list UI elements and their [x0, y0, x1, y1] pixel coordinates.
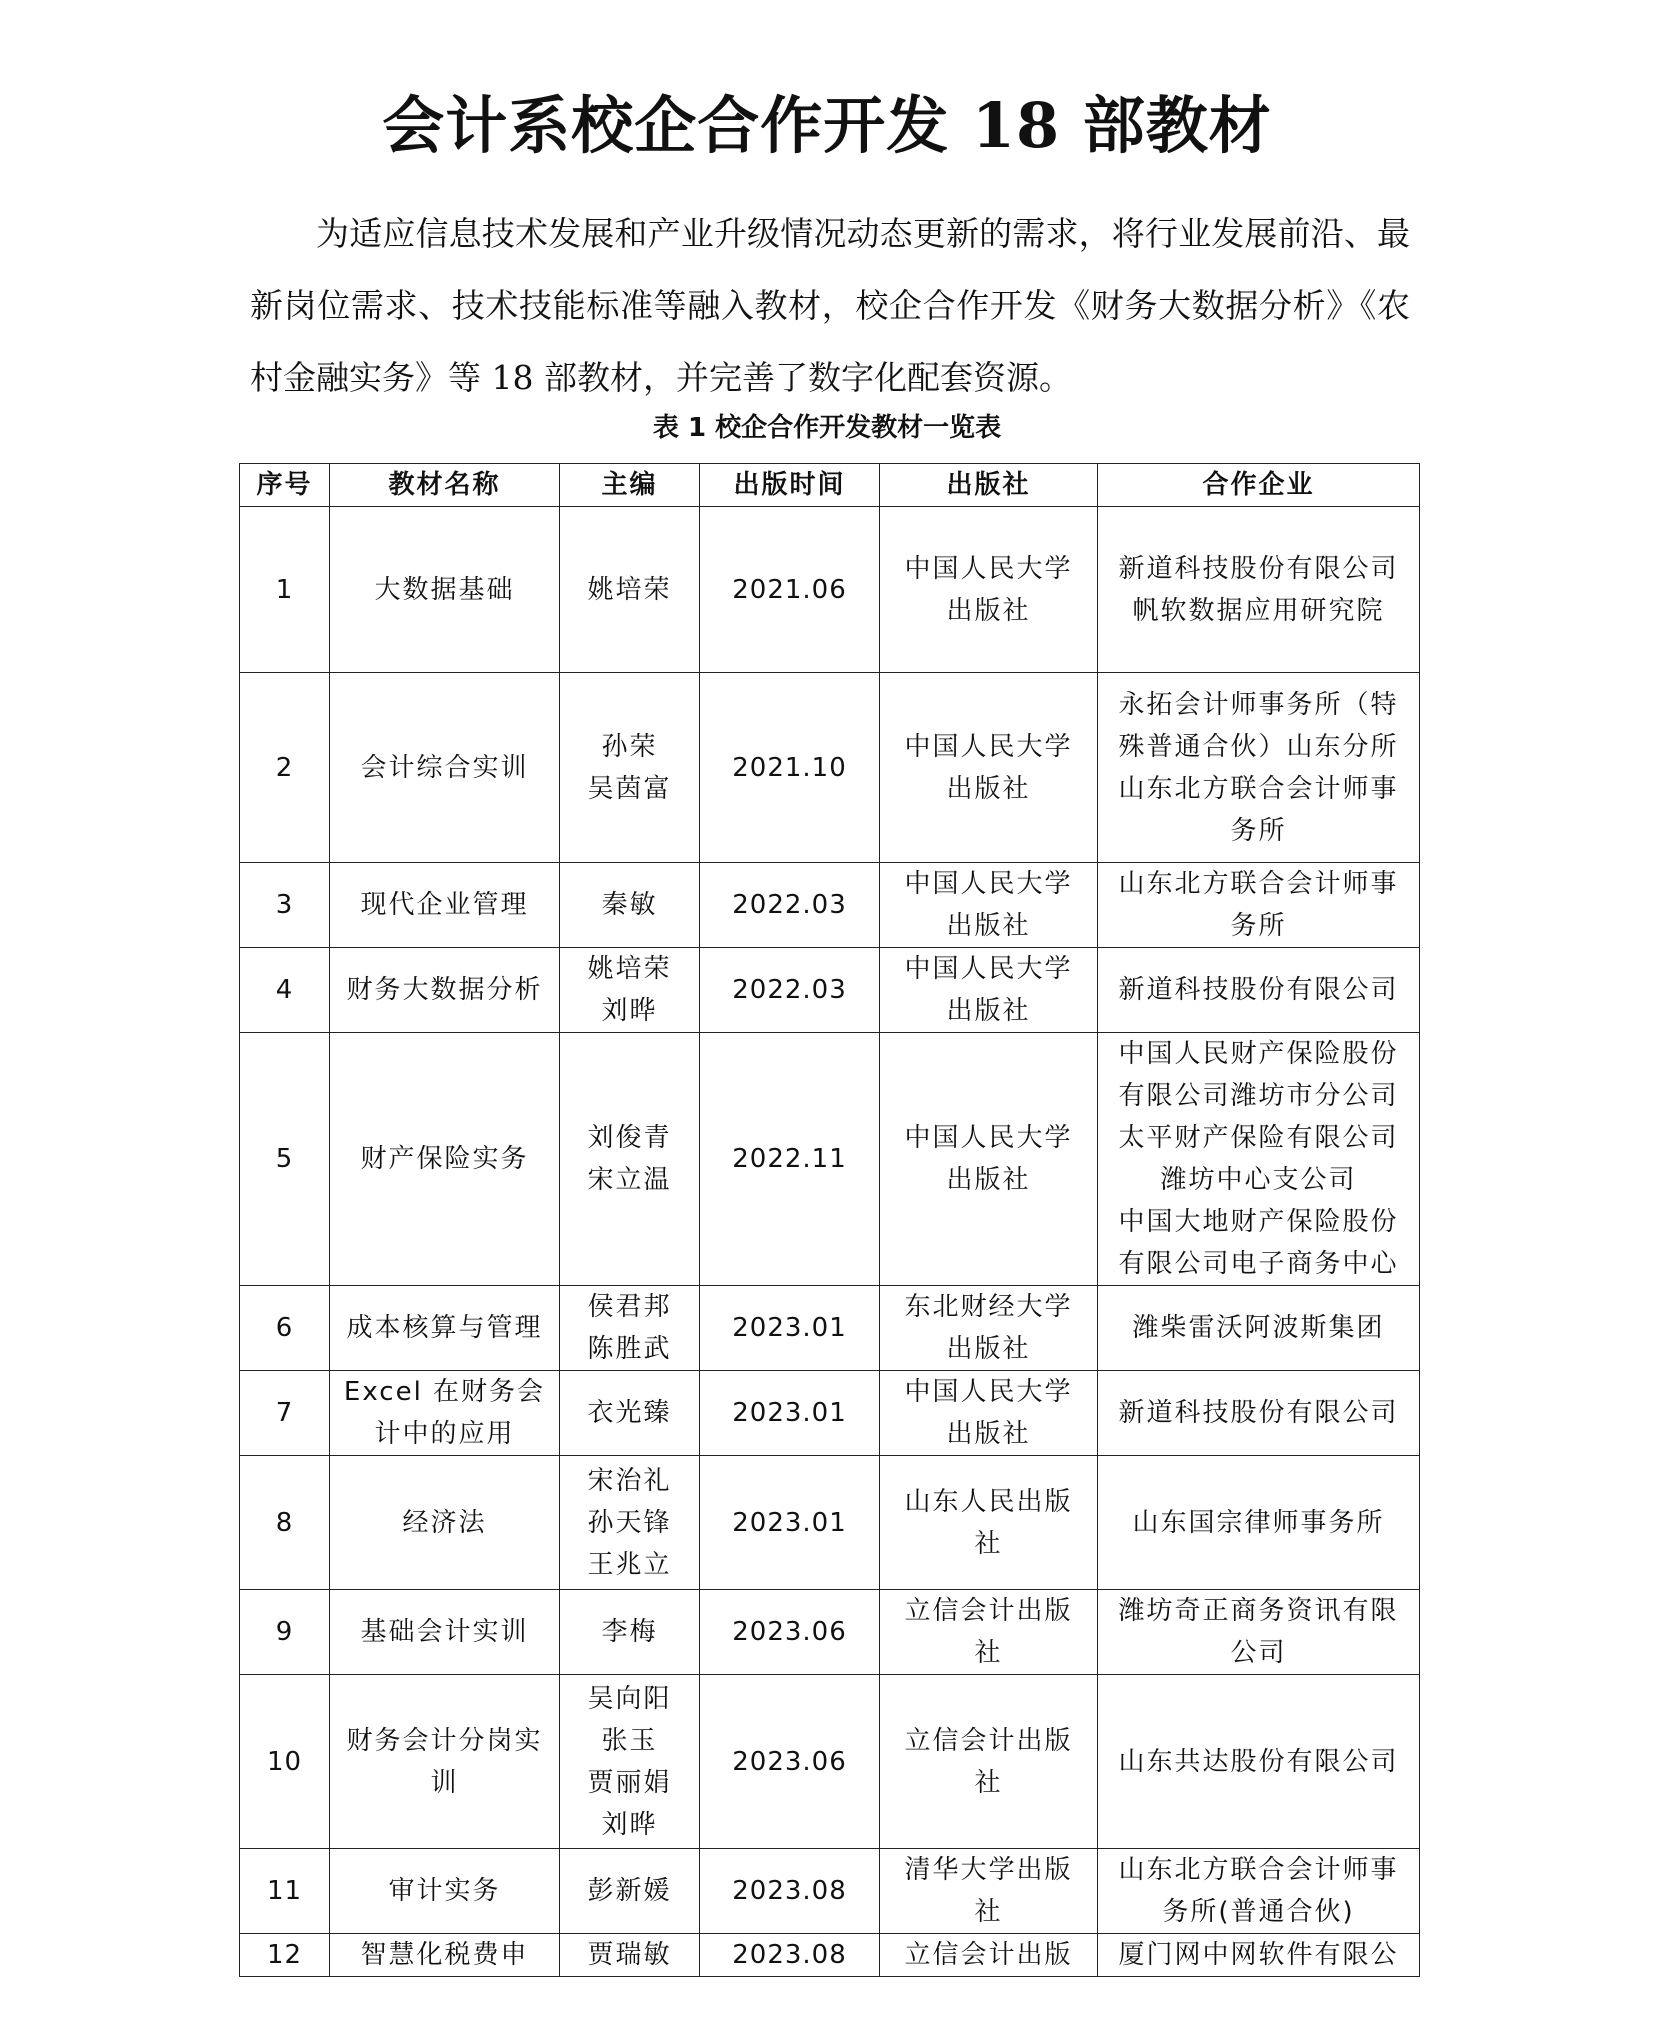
publish-date-cell: 2021.10	[700, 673, 880, 863]
editor-line: 彭新媛	[587, 1876, 672, 1906]
book-name-cell: 大数据基础	[330, 507, 560, 673]
publish-date-cell: 2022.03	[700, 863, 880, 948]
editor-cell	[560, 1033, 700, 1286]
row-no-cell: 8	[240, 1456, 330, 1590]
editor-line: 宋立温	[587, 1165, 672, 1195]
publisher-line: 东北财经大学	[904, 1292, 1073, 1322]
publish-date-cell: 2023.01	[700, 1456, 880, 1590]
book-name-cell: Excel 在财务会计中的应用	[330, 1371, 560, 1456]
book-name-cell: 财产保险实务	[330, 1033, 560, 1286]
header-publisher: 出版社	[880, 464, 1098, 507]
partner-cell	[1098, 1286, 1420, 1371]
table-row	[240, 1286, 1420, 1371]
publisher-line: 社	[974, 1638, 1003, 1668]
row-no-cell: 3	[240, 863, 330, 948]
editor-cell	[560, 1590, 700, 1675]
editor-cell	[560, 948, 700, 1033]
editor-line: 孙天锋	[587, 1507, 672, 1538]
partner-line: 潍柴雷沃阿波斯集团	[1132, 1313, 1385, 1343]
publisher-cell	[880, 1934, 1098, 1977]
editor-cell	[560, 1456, 700, 1590]
partner-line: 永拓会计师事务所（特	[1118, 689, 1399, 720]
publisher-line: 中国人民大学	[904, 1377, 1073, 1407]
partner-line: 山东北方联合会计师事	[1118, 773, 1399, 804]
partner-line: 中国大地财产保险股份	[1118, 1207, 1399, 1237]
partner-cell	[1098, 1675, 1420, 1849]
publisher-cell	[880, 507, 1098, 673]
partner-cell	[1098, 1371, 1420, 1456]
row-no-cell: 12	[240, 1934, 330, 1977]
publish-date-cell: 2023.06	[700, 1590, 880, 1675]
publisher-line: 社	[974, 1528, 1003, 1559]
row-no-cell: 11	[240, 1849, 330, 1934]
editor-line: 孙荣	[601, 731, 658, 762]
editor-cell	[560, 863, 700, 948]
publisher-cell	[880, 948, 1098, 1033]
header-editor: 主编	[560, 464, 700, 507]
publisher-cell	[880, 1675, 1098, 1849]
publisher-cell	[880, 1371, 1098, 1456]
publisher-line: 中国人民大学	[904, 553, 1073, 584]
editor-line: 贾瑞敏	[587, 1940, 672, 1970]
page-title: 会计系校企合作开发 18 部教材	[382, 89, 1272, 162]
header-partner: 合作企业	[1098, 464, 1420, 507]
publish-date-cell: 2023.08	[700, 1849, 880, 1934]
row-no-cell: 4	[240, 948, 330, 1033]
editor-line: 吴茵富	[587, 773, 672, 804]
table-row	[240, 673, 1420, 863]
publish-date-cell: 2022.11	[700, 1033, 880, 1286]
partner-line: 山东共达股份有限公司	[1118, 1746, 1399, 1777]
editor-cell	[560, 1849, 700, 1934]
partner-cell	[1098, 1456, 1420, 1590]
publisher-line: 社	[974, 1897, 1003, 1927]
partner-line: 公司	[1230, 1638, 1287, 1668]
publish-date-cell: 2023.08	[700, 1934, 880, 1977]
publisher-line: 中国人民大学	[904, 1123, 1073, 1153]
table-caption: 表 1 校企合作开发教材一览表	[652, 413, 1002, 443]
editor-cell	[560, 1934, 700, 1977]
editor-line: 李梅	[601, 1617, 658, 1647]
publish-date-cell: 2023.06	[700, 1675, 880, 1849]
editor-line: 刘俊青	[587, 1123, 672, 1153]
table-row	[240, 1456, 1420, 1590]
table-row	[240, 1849, 1420, 1934]
publisher-line: 立信会计出版	[904, 1596, 1073, 1626]
table-row	[240, 1934, 1420, 1977]
publisher-cell	[880, 1590, 1098, 1675]
editor-line: 姚培荣	[587, 574, 672, 605]
book-name-cell: 现代企业管理	[330, 863, 560, 948]
partner-line: 新道科技股份有限公司	[1118, 1398, 1399, 1428]
table-row	[240, 1033, 1420, 1286]
editor-cell	[560, 1286, 700, 1371]
publisher-line: 出版社	[946, 595, 1031, 626]
row-no-cell: 6	[240, 1286, 330, 1371]
publisher-cell	[880, 1286, 1098, 1371]
book-name-cell: 基础会计实训	[330, 1590, 560, 1675]
publisher-line: 出版社	[946, 1165, 1031, 1195]
partner-cell	[1098, 863, 1420, 948]
publisher-cell	[880, 673, 1098, 863]
row-no-cell: 2	[240, 673, 330, 863]
editor-cell	[560, 673, 700, 863]
table-row	[240, 948, 1420, 1033]
partner-line: 务所(普通合伙)	[1162, 1897, 1355, 1927]
partner-cell	[1098, 1033, 1420, 1286]
editor-line: 侯君邦	[587, 1292, 672, 1322]
row-no-cell: 1	[240, 507, 330, 673]
partner-cell	[1098, 507, 1420, 673]
table-body	[240, 507, 1420, 1977]
editor-cell	[560, 1675, 700, 1849]
header-name: 教材名称	[330, 464, 560, 507]
book-name-cell: 审计实务	[330, 1849, 560, 1934]
editor-line: 贾丽娟	[587, 1767, 672, 1798]
partner-line: 新道科技股份有限公司	[1118, 975, 1399, 1005]
partner-cell	[1098, 1934, 1420, 1977]
table-header-row	[240, 464, 1420, 507]
table-row	[240, 1371, 1420, 1456]
intro-paragraph: 为适应信息技术发展和产业升级情况动态更新的需求，将行业发展前沿、最新岗位需求、技术技能标准等融入教材，校企合作开发《财务大数据分析》《农村金融实务》等 18 部教材，并完善了数字化配套资源。	[250, 214, 1410, 397]
table-row	[240, 863, 1420, 948]
publisher-line: 出版社	[946, 773, 1031, 804]
publisher-line: 出版社	[946, 996, 1031, 1026]
row-no-cell: 5	[240, 1033, 330, 1286]
publisher-line: 山东人民出版	[904, 1486, 1073, 1517]
partner-line: 山东北方联合会计师事	[1118, 1855, 1399, 1885]
publisher-line: 立信会计出版	[904, 1725, 1073, 1756]
header-date: 出版时间	[700, 464, 880, 507]
editor-line: 姚培荣	[587, 954, 672, 984]
header-no: 序号	[240, 464, 330, 507]
publish-date-cell: 2021.06	[700, 507, 880, 673]
publisher-cell	[880, 1033, 1098, 1286]
table-row	[240, 1590, 1420, 1675]
publisher-cell	[880, 1849, 1098, 1934]
editor-line: 张玉	[601, 1725, 658, 1756]
table-row	[240, 1675, 1420, 1849]
book-name-cell: 智慧化税费申	[330, 1934, 560, 1977]
partner-line: 务所	[1230, 911, 1287, 941]
publisher-line: 社	[974, 1767, 1003, 1798]
editor-line: 衣光臻	[587, 1398, 672, 1428]
publisher-line: 出版社	[946, 1334, 1031, 1364]
partner-cell	[1098, 1849, 1420, 1934]
partner-line: 殊普通合伙）山东分所	[1118, 731, 1399, 762]
row-no-cell: 10	[240, 1675, 330, 1849]
publisher-line: 清华大学出版	[904, 1855, 1073, 1885]
partner-line: 山东国宗律师事务所	[1132, 1507, 1385, 1538]
table-row	[240, 507, 1420, 673]
publisher-line: 中国人民大学	[904, 731, 1073, 762]
partner-line: 太平财产保险有限公司	[1118, 1123, 1399, 1153]
row-no-cell: 9	[240, 1590, 330, 1675]
partner-cell	[1098, 673, 1420, 863]
row-no-cell: 7	[240, 1371, 330, 1456]
partner-cell	[1098, 1590, 1420, 1675]
partner-line: 中国人民财产保险股份	[1118, 1039, 1399, 1069]
book-name-cell: 会计综合实训	[330, 673, 560, 863]
publisher-line: 出版社	[946, 1419, 1031, 1449]
partner-line: 山东北方联合会计师事	[1118, 869, 1399, 899]
publish-date-cell: 2023.01	[700, 1371, 880, 1456]
publish-date-cell: 2022.03	[700, 948, 880, 1033]
partner-line: 潍坊奇正商务资讯有限	[1118, 1596, 1399, 1626]
editor-cell	[560, 1371, 700, 1456]
book-name-cell: 财务会计分岗实训	[330, 1675, 560, 1849]
editor-line: 刘晔	[601, 996, 658, 1026]
partner-line: 帆软数据应用研究院	[1132, 595, 1385, 626]
publisher-cell	[880, 863, 1098, 948]
partner-line: 务所	[1230, 815, 1287, 846]
partner-line: 有限公司电子商务中心	[1118, 1249, 1399, 1279]
publisher-line: 中国人民大学	[904, 954, 1073, 984]
book-name-cell: 经济法	[330, 1456, 560, 1590]
publisher-line: 中国人民大学	[904, 869, 1073, 899]
publisher-line: 出版社	[946, 911, 1031, 941]
partner-line: 潍坊中心支公司	[1160, 1165, 1357, 1195]
partner-line: 厦门网中网软件有限公	[1118, 1940, 1399, 1970]
publish-date-cell: 2023.01	[700, 1286, 880, 1371]
editor-line: 王兆立	[587, 1549, 672, 1580]
publisher-cell	[880, 1456, 1098, 1590]
partner-line: 新道科技股份有限公司	[1118, 553, 1399, 584]
editor-line: 秦敏	[601, 890, 658, 920]
partner-line: 有限公司潍坊市分公司	[1118, 1081, 1399, 1111]
editor-line: 宋治礼	[587, 1465, 672, 1496]
editor-line: 陈胜武	[587, 1334, 672, 1364]
partner-cell	[1098, 948, 1420, 1033]
editor-line: 刘晔	[601, 1809, 658, 1840]
book-name-cell: 成本核算与管理	[330, 1286, 560, 1371]
publisher-line: 立信会计出版	[904, 1940, 1073, 1970]
editor-line: 吴向阳	[587, 1683, 672, 1714]
book-name-cell: 财务大数据分析	[330, 948, 560, 1033]
editor-cell	[560, 507, 700, 673]
textbook-table	[239, 463, 1420, 1977]
